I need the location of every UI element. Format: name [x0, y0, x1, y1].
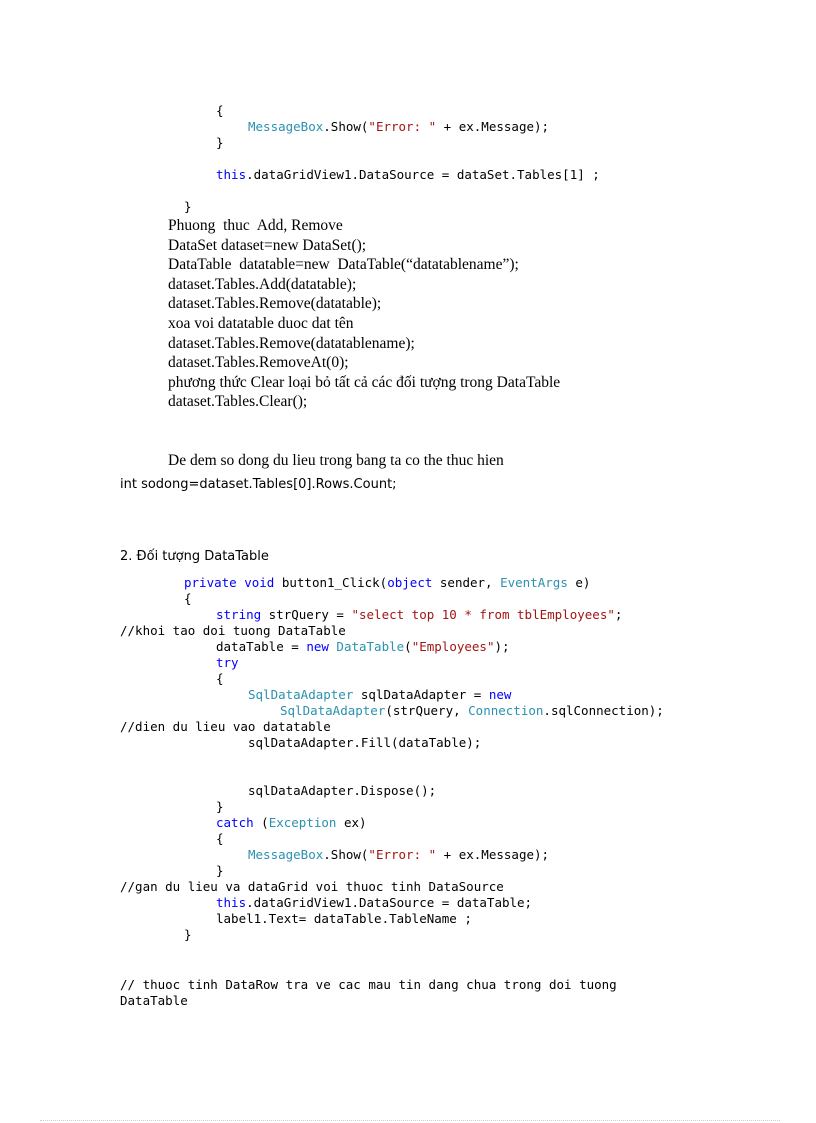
- code-line: }: [216, 799, 224, 814]
- code-line: {: [184, 591, 192, 606]
- code-line: MessageBox.Show("Error: " + ex.Message);: [248, 847, 550, 862]
- page-bottom-divider: [40, 1120, 780, 1121]
- code-line: DataTable: [120, 993, 188, 1008]
- code-line: string strQuery = "select top 10 * from tblEmployees";: [216, 607, 623, 622]
- text-line: phương thức Clear loại bỏ tất cả các đối tượng trong DataTable: [168, 373, 561, 391]
- code-line: try: [216, 655, 239, 670]
- section-heading: 2. Đối tượng DataTable: [120, 549, 269, 564]
- count-code-line: int sodong=dataset.Tables[0].Rows.Count;: [120, 477, 397, 492]
- code-line: sqlDataAdapter.Dispose();: [248, 783, 437, 798]
- code-line: }: [216, 135, 224, 150]
- code-comment: // thuoc tinh DataRow tra ve cac mau tin dang chua trong doi tuong: [120, 977, 617, 992]
- code-line: SqlDataAdapter sqlDataAdapter = new: [248, 687, 512, 702]
- text-line: dataset.Tables.Remove(datatable);: [168, 295, 382, 313]
- code-line: label1.Text= dataTable.TableName ;: [216, 911, 472, 926]
- code-line: SqlDataAdapter(strQuery, Connection.sqlConnection);: [280, 703, 664, 718]
- code-comment: //gan du lieu va dataGrid voi thuoc tinh DataSource: [120, 879, 504, 894]
- code-line: this.dataGridView1.DataSource = dataSet.Tables[1] ;: [216, 167, 600, 182]
- text-line: dataset.Tables.Clear();: [168, 393, 308, 411]
- code-line: }: [184, 199, 192, 214]
- text-line: xoa voi datatable duoc dat tên: [168, 315, 354, 332]
- code-line: private void button1_Click(object sender, EventArgs e): [184, 575, 591, 590]
- text-line: dataset.Tables.Remove(datatablename);: [168, 334, 415, 352]
- code-line: sqlDataAdapter.Fill(dataTable);: [248, 735, 482, 750]
- code-comment: //dien du lieu vao datatable: [120, 719, 331, 734]
- code-line: {: [216, 831, 224, 846]
- code-line: catch (Exception ex): [216, 815, 367, 830]
- text-line: dataset.Tables.RemoveAt(0);: [168, 354, 349, 372]
- code-line: {: [216, 671, 224, 686]
- code-comment: //khoi tao doi tuong DataTable: [120, 623, 346, 638]
- code-line: this.dataGridView1.DataSource = dataTable;: [216, 895, 533, 910]
- count-intro-text: De dem so dong du lieu trong bang ta co the thuc hien: [168, 452, 504, 469]
- code-line: dataTable = new DataTable("Employees");: [216, 639, 510, 654]
- code-line: }: [216, 863, 224, 878]
- code-line: {: [216, 103, 224, 118]
- text-line: DataSet dataset=new DataSet();: [168, 236, 367, 254]
- code-line: }: [184, 927, 192, 942]
- text-line: dataset.Tables.Add(datatable);: [168, 275, 357, 293]
- text-line: Phuong thuc Add, Remove: [168, 217, 343, 234]
- code-line: MessageBox.Show("Error: " + ex.Message);: [248, 119, 550, 134]
- text-line: DataTable datatable=new DataTable(“datatablename”);: [168, 256, 519, 274]
